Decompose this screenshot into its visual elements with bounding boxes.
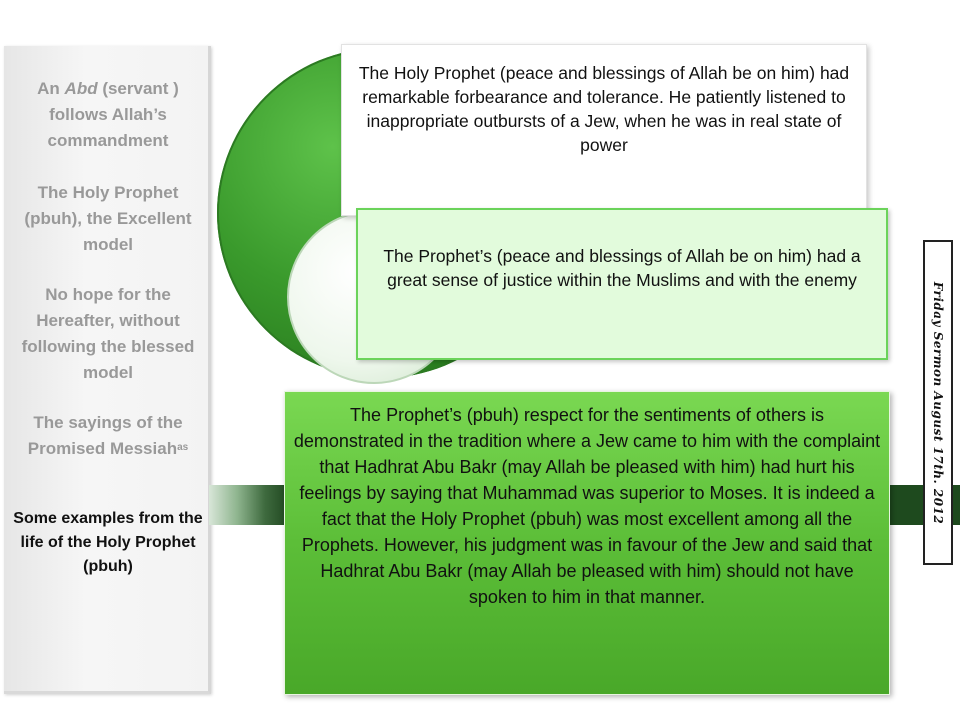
respect-text: The Prophet’s (pbuh) respect for the sentiments of others is demonstrated in the tradition where a Jew came to him with the complaint that Hadhrat Abu Bakr (may Allah be pleased with him) had hurt his feelings by saying that Muhammad was superior to Moses. It is indeed a fact that the Holy Prophet (pbuh) was most excellent among all the Prophets. However, his judgment was in favour of the Jew and said that Hadhrat Abu Bakr (may Allah be pleased with him) should not have spoken to him in that manner. [293,405,881,607]
outline-sidebar [4,46,211,694]
outline-item-hereafter: No hope for the Hereafter, without following the blessed model [21,285,195,382]
outline-item-promised-messiah [12,410,204,462]
outline-item-examples-active: Some examples from the life of the Holy Prophet (pbuh) [13,510,203,575]
justice-box [356,208,888,360]
forbearance-box [341,44,867,216]
outline-item-abd-em: Abd [64,79,98,98]
sermon-date-caption [923,240,953,565]
horizontal-band-left [209,485,289,525]
outline-item-promised-messiah-label: The sayings of the Promised Messiah [27,413,183,458]
outline-item-abd [12,76,204,154]
outline-item-promised-messiah-sup: as [177,442,189,453]
outline-item-abd-post: (servant ) follows Allah’s commandment [47,79,179,150]
outline-item-abd-pre: An [37,79,65,98]
outline-item-excellent-model: The Holy Prophet (pbuh), the Excellent model [24,183,192,254]
forbearance-text: The Holy Prophet (peace and blessings of Allah be on him) had remarkable forbearance and tolerance. He patiently listened to inappropriate outbursts of a Jew, when he was in real state of power [358,63,850,155]
respect-box [284,391,890,695]
sermon-date-text: Friday Sermon August 17th. 2012 [931,281,945,524]
justice-text: The Prophet’s (peace and blessings of Allah be on him) had a great sense of justice within the Muslims and with the enemy [383,246,861,290]
